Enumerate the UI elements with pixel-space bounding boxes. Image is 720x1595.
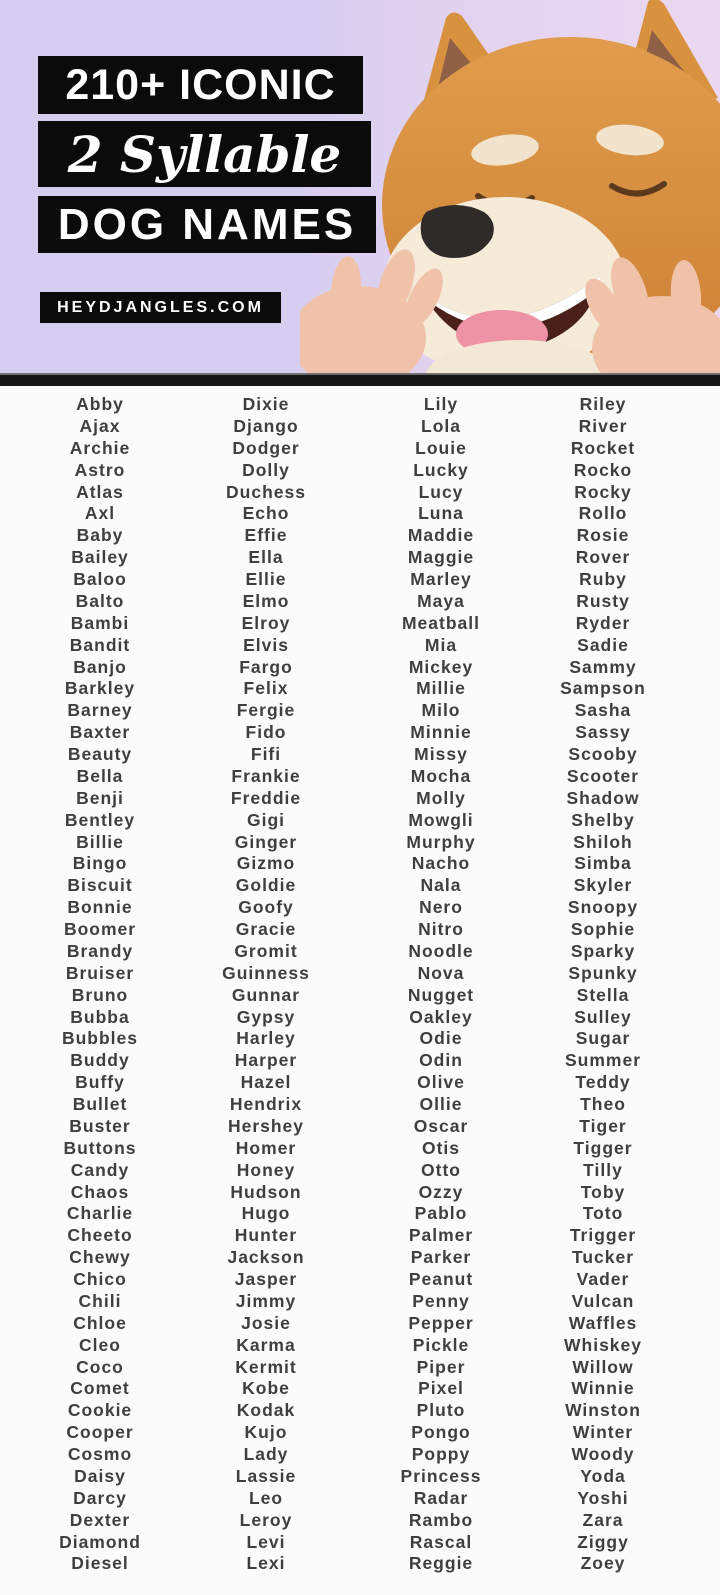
dog-name: Stella: [576, 984, 630, 1005]
dog-name: Chloe: [73, 1312, 127, 1333]
dog-name: Bonnie: [67, 897, 133, 918]
dog-name: Louie: [415, 437, 467, 458]
dog-name: Sassy: [575, 722, 631, 743]
dog-name: Palmer: [408, 1225, 474, 1246]
dog-name: Rambo: [408, 1509, 474, 1530]
dog-name: Zara: [582, 1509, 624, 1530]
dog-name: Kujo: [244, 1422, 288, 1443]
dog-name: Toto: [582, 1203, 624, 1224]
dog-name: Ruby: [579, 569, 627, 589]
dog-name: Barkley: [64, 678, 136, 699]
dog-name: Fergie: [236, 700, 296, 721]
dog-name: Honey: [236, 1159, 296, 1180]
dog-name: Rosie: [576, 525, 630, 546]
dog-name: Nugget: [407, 984, 475, 1005]
title-bar-line3: [38, 196, 376, 253]
dog-name: Winnie: [571, 1378, 635, 1399]
dog-name: Milo: [421, 700, 461, 721]
dog-name: Sophie: [570, 919, 636, 939]
dog-name: Levi: [246, 1531, 286, 1552]
dog-name: Bentley: [64, 809, 136, 830]
dog-name: Hunter: [234, 1225, 298, 1246]
dog-name: Spunky: [568, 962, 638, 983]
dog-name: Rusty: [576, 590, 630, 611]
dog-name: Yoshi: [577, 1487, 629, 1508]
dog-name: Winter: [572, 1422, 634, 1443]
dog-name: Bruiser: [65, 962, 135, 983]
dog-name: Elroy: [241, 612, 291, 633]
dog-name: Effie: [244, 525, 288, 546]
dog-name: Django: [233, 415, 299, 436]
dog-name: Princess: [400, 1465, 482, 1486]
dog-name: Skyler: [573, 875, 633, 896]
dog-name: Candy: [70, 1159, 130, 1180]
title-text-line3: DOG NAMES: [57, 199, 357, 249]
dog-name: Elmo: [242, 590, 290, 611]
dog-name: Trigger: [569, 1225, 637, 1246]
dog-name: Goldie: [235, 875, 297, 896]
dog-name: Peanut: [408, 1269, 474, 1289]
dog-name: Ginger: [234, 831, 298, 852]
dog-name: Rocko: [573, 459, 633, 480]
dog-name: Felix: [243, 678, 289, 699]
dog-name: Sasha: [574, 700, 632, 721]
dog-name: Hershey: [227, 1115, 305, 1136]
dog-name: Poppy: [411, 1444, 471, 1464]
dog-name: Dexter: [69, 1509, 131, 1530]
dog-name: Fido: [245, 722, 287, 743]
dog-name: Biscuit: [67, 875, 133, 896]
names-column-3: [332, 394, 550, 1595]
dog-name: Chico: [73, 1269, 127, 1289]
dog-name: Otis: [421, 1137, 461, 1158]
dog-name: Chaos: [70, 1181, 130, 1202]
dog-name: Goofy: [238, 897, 294, 918]
dog-name: Buddy: [70, 1050, 130, 1071]
dog-name: Chili: [78, 1290, 122, 1311]
dog-name: Murphy: [406, 831, 476, 852]
names-column-4: [550, 394, 656, 1595]
title-text-line2: 2 Syllable: [67, 124, 342, 184]
dog-name: Freddie: [230, 787, 302, 808]
dog-name: Comet: [70, 1378, 130, 1399]
dog-name: Gizmo: [236, 853, 296, 874]
dog-name: Ziggy: [577, 1531, 629, 1552]
dog-name: Abby: [76, 394, 124, 414]
dog-name: Harper: [234, 1050, 298, 1071]
dog-name: Bella: [76, 765, 124, 786]
dog-name: Gypsy: [236, 1006, 296, 1027]
dog-name: Lucy: [418, 481, 464, 502]
dog-name: Boomer: [63, 919, 137, 939]
dog-name: Gigi: [246, 809, 286, 830]
dog-name: Gracie: [235, 919, 297, 939]
names-column-1: [0, 394, 200, 1595]
dog-name: Jasper: [234, 1269, 298, 1289]
dog-name: Cooper: [66, 1422, 134, 1443]
dog-name: Lady: [243, 1444, 289, 1464]
dog-name: Pluto: [416, 1400, 466, 1421]
dog-name: Frankie: [231, 765, 301, 786]
dog-name: Piper: [416, 1356, 466, 1377]
dog-name: Cleo: [79, 1334, 121, 1355]
dog-name: Maggie: [407, 547, 475, 568]
dog-name: Pepper: [408, 1312, 474, 1333]
dog-name: Tiger: [579, 1115, 627, 1136]
dog-name: Buttons: [63, 1137, 137, 1158]
dog-name: Rollo: [578, 503, 628, 524]
dog-name: Ollie: [419, 1094, 463, 1114]
dog-name: Guinness: [222, 962, 310, 983]
dog-name: Lexi: [246, 1553, 286, 1574]
dog-name: Lola: [421, 415, 461, 436]
dog-name: Mickey: [408, 656, 474, 677]
dog-name: Chewy: [69, 1247, 131, 1268]
dog-name: Simba: [574, 853, 632, 874]
dog-name: Nacho: [411, 853, 471, 874]
dog-name: Pixel: [418, 1378, 464, 1399]
dog-name: Sadie: [577, 634, 629, 655]
dog-name: Bambi: [70, 612, 130, 633]
dog-name: Nero: [419, 897, 463, 918]
dog-name: Elvis: [243, 634, 289, 655]
dog-name: Tucker: [571, 1247, 635, 1268]
dog-name: Bubbles: [61, 1028, 139, 1049]
dog-name: Oakley: [409, 1006, 473, 1027]
dog-name: Molly: [416, 787, 466, 808]
dog-name: Parker: [410, 1247, 472, 1268]
dog-name: Kobe: [242, 1378, 290, 1399]
dog-name: Sampson: [560, 678, 646, 699]
dog-name: Diesel: [71, 1553, 129, 1574]
dog-name: Baby: [76, 525, 124, 546]
dog-name: Rascal: [409, 1531, 473, 1552]
dog-name: Shelby: [571, 809, 635, 830]
dog-name: Archie: [69, 437, 131, 458]
dog-name: Rover: [575, 547, 631, 568]
dog-name: Rocky: [574, 481, 632, 502]
dog-name: Maddie: [407, 525, 475, 546]
dog-name: Pongo: [411, 1422, 471, 1443]
dog-name: Maya: [417, 590, 465, 611]
dog-name: Gromit: [234, 940, 298, 961]
dog-name: Ella: [248, 547, 284, 568]
dog-name: Tigger: [573, 1137, 633, 1158]
dog-name: Echo: [242, 503, 290, 524]
dog-name: Ajax: [79, 415, 121, 436]
dog-name: Oscar: [413, 1115, 469, 1136]
dog-name: Riley: [579, 394, 627, 414]
dog-name: Snoopy: [567, 897, 639, 918]
dog-name: Karma: [236, 1334, 296, 1355]
dog-name: Odin: [419, 1050, 463, 1071]
dog-name: Leo: [248, 1487, 284, 1508]
dog-name: Bubba: [70, 1006, 130, 1027]
dog-name: Baloo: [73, 569, 127, 589]
dog-name: Ellie: [245, 569, 287, 589]
dog-name: Kermit: [235, 1356, 297, 1377]
dog-name: Billie: [76, 831, 124, 852]
dog-name: Willow: [572, 1356, 634, 1377]
dog-name: Whiskey: [564, 1334, 642, 1355]
dog-name: Bailey: [71, 547, 129, 568]
dog-name: River: [578, 415, 628, 436]
dog-name: Hudson: [230, 1181, 302, 1202]
dog-name: Winston: [565, 1400, 641, 1421]
dog-name: Nova: [417, 962, 465, 983]
dog-name: Tilly: [583, 1159, 623, 1180]
dog-name: Hazel: [240, 1072, 292, 1093]
dog-name: Bingo: [72, 853, 128, 874]
dog-name: Dixie: [242, 394, 290, 414]
dog-names-list: [0, 386, 720, 1595]
dog-name: Atlas: [76, 481, 124, 502]
dog-name: Penny: [412, 1290, 470, 1311]
dog-name: Otto: [421, 1159, 461, 1180]
dog-name: Josie: [241, 1312, 291, 1333]
website-bar: [40, 292, 281, 323]
dog-name: Jackson: [227, 1247, 305, 1268]
dog-name: Benji: [76, 787, 124, 808]
dog-name: Luna: [418, 503, 464, 524]
dog-name: Diamond: [59, 1531, 141, 1552]
dog-name: Mia: [424, 634, 458, 655]
dog-name: Buster: [69, 1115, 131, 1136]
dog-name: Banjo: [73, 656, 127, 677]
dog-name: Sammy: [569, 656, 637, 677]
dog-name: Pickle: [412, 1334, 470, 1355]
dog-name: Scooby: [568, 744, 638, 764]
dog-name: Buffy: [75, 1072, 125, 1093]
dog-name: Axl: [84, 503, 116, 524]
title-bar-line1: [38, 56, 363, 114]
dog-name: Shadow: [566, 787, 640, 808]
dog-name: Jimmy: [235, 1290, 297, 1311]
dog-name: Coco: [76, 1356, 124, 1377]
dog-name: Mowgli: [408, 809, 474, 830]
dog-name: Meatball: [401, 612, 481, 633]
dog-name: Duchess: [226, 481, 306, 502]
dog-name: Vulcan: [571, 1290, 635, 1311]
names-column-2: [200, 394, 332, 1595]
dog-name: Bullet: [72, 1094, 128, 1114]
dog-name: Noodle: [408, 940, 474, 961]
dog-name: Zoey: [580, 1553, 626, 1574]
dog-name: Marley: [410, 569, 472, 589]
website-text: HEYDJANGLES.COM: [57, 298, 264, 316]
dog-name: Nitro: [418, 919, 464, 939]
dog-name: Toby: [580, 1181, 626, 1202]
dog-name: Hendrix: [229, 1094, 303, 1114]
dog-name: Summer: [564, 1050, 642, 1071]
dog-name: Homer: [235, 1137, 297, 1158]
dog-name: Pablo: [414, 1203, 468, 1224]
dog-name: Mocha: [410, 765, 472, 786]
dog-name: Theo: [580, 1094, 626, 1114]
dog-name: Daisy: [74, 1465, 126, 1486]
dog-name: Fifi: [250, 744, 282, 764]
dog-name: Barney: [67, 700, 133, 721]
dog-name: Odie: [419, 1028, 463, 1049]
dog-name: Radar: [413, 1487, 469, 1508]
dog-name: Baxter: [69, 722, 131, 743]
dog-name: Cheeto: [67, 1225, 133, 1246]
dog-name: Reggie: [408, 1553, 474, 1574]
dog-name: Cookie: [67, 1400, 133, 1421]
dog-name: Fargo: [239, 656, 293, 677]
dog-name: Beauty: [67, 744, 133, 764]
dog-name: Lucky: [413, 459, 469, 480]
title-text-line1: 210+ ICONIC: [65, 60, 336, 109]
black-divider-bar: [0, 373, 720, 386]
dog-name: Brandy: [66, 940, 134, 961]
dog-name: Olive: [417, 1072, 465, 1093]
dog-name: Cosmo: [67, 1444, 133, 1464]
dog-name: Hugo: [241, 1203, 291, 1224]
title-bar-line2: [38, 121, 371, 187]
dog-name: Shiloh: [573, 831, 633, 852]
dog-name: Nala: [420, 875, 462, 896]
dog-name: Lily: [423, 394, 459, 414]
dog-name: Lassie: [235, 1465, 297, 1486]
dog-name: Astro: [74, 459, 126, 480]
dog-name: Dodger: [232, 437, 300, 458]
dog-name: Harley: [236, 1028, 296, 1049]
dog-name: Millie: [416, 678, 466, 699]
dog-name: Leroy: [239, 1509, 293, 1530]
dog-name: Yoda: [580, 1465, 626, 1486]
dog-name: Minnie: [410, 722, 472, 743]
dog-name: Ozzy: [418, 1181, 464, 1202]
dog-name: Sparky: [570, 940, 636, 961]
dog-name: Sulley: [574, 1006, 632, 1027]
dog-name: Charlie: [66, 1203, 134, 1224]
dog-name: Ryder: [575, 612, 631, 633]
header-banner: [0, 0, 720, 373]
dog-name: Bruno: [71, 984, 129, 1005]
dog-name: Teddy: [575, 1072, 631, 1093]
dog-name: Balto: [75, 590, 125, 611]
dog-name: Gunnar: [231, 984, 301, 1005]
dog-name: Vader: [576, 1269, 630, 1289]
dog-name: Bandit: [69, 634, 131, 655]
dog-name: Waffles: [568, 1312, 638, 1333]
dog-name: Dolly: [242, 459, 290, 480]
dog-name: Kodak: [236, 1400, 296, 1421]
dog-name: Sugar: [575, 1028, 631, 1049]
dog-name: Scooter: [566, 765, 640, 786]
dog-name: Darcy: [73, 1487, 127, 1508]
dog-name: Rocket: [570, 437, 636, 458]
dog-name: Missy: [414, 744, 468, 764]
dog-name: Woody: [571, 1444, 635, 1464]
